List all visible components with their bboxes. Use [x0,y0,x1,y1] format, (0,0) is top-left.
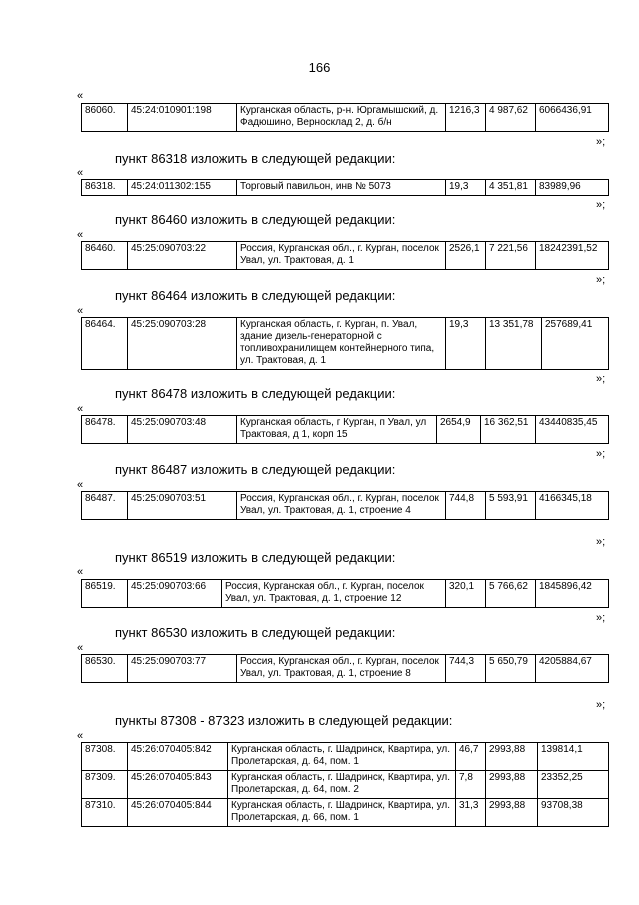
instruction-text: пункт 86464 изложить в следующей редакции: [115,288,396,303]
address-cell: Курганская область, г Курган, п Увал, ул Трактовая, д 1, корп 15 [237,416,437,444]
row-number-cell: 87310. [82,799,128,827]
cadastral-number-cell: 45:24:010901:198 [128,104,237,132]
address-cell: Курганская область, г. Шадринск, Квартира, ул. Пролетарская, д. 64, пом. 2 [228,771,456,799]
address-cell: Торговый павильон, инв № 5073 [237,180,446,196]
row-number-cell: 86460. [82,242,128,270]
opening-quote: « [77,90,84,102]
closing-quote: »; [596,536,606,548]
value-cell: 257689,41 [542,318,609,370]
address-cell: Россия, Курганская обл., г. Курган, поселок Увал, ул. Трактовая, д. 1, строение 8 [237,655,446,683]
record-table [81,317,609,370]
table-row [82,771,609,799]
area-cell: 744,8 [446,492,486,520]
rate-cell: 4 987,62 [486,104,536,132]
opening-quote: « [77,167,84,179]
value-cell: 83989,96 [536,180,609,196]
table-row [82,242,609,270]
opening-quote: « [77,229,84,241]
area-cell: 2526,1 [446,242,486,270]
instruction-text: пункт 86318 изложить в следующей редакции: [115,151,396,166]
area-cell: 2654,9 [437,416,481,444]
cadastral-number-cell: 45:25:090703:51 [128,492,237,520]
value-cell: 1845896,42 [536,580,609,608]
record-table [81,103,609,132]
row-number-cell: 86519. [82,580,128,608]
area-cell: 1216,3 [446,104,486,132]
closing-quote: »; [596,448,606,460]
table-row [82,492,609,520]
cadastral-number-cell: 45:25:090703:28 [128,318,237,370]
table-row [82,799,609,827]
row-number-cell: 86060. [82,104,128,132]
value-cell: 4166345,18 [536,492,609,520]
rate-cell: 7 221,56 [486,242,536,270]
value-cell: 23352,25 [538,771,609,799]
rate-cell: 5 593,91 [486,492,536,520]
cadastral-number-cell: 45:26:070405:842 [128,743,228,771]
cadastral-number-cell: 45:24:011302:155 [128,180,237,196]
area-cell: 19,3 [446,180,486,196]
closing-quote: »; [596,699,606,711]
closing-quote: »; [596,199,606,211]
opening-quote: « [77,479,84,491]
cadastral-number-cell: 45:25:090703:22 [128,242,237,270]
record-table [81,654,609,683]
value-cell: 43440835,45 [536,416,609,444]
table-row [82,655,609,683]
page-number: 166 [308,60,331,75]
instruction-text: пункт 86530 изложить в следующей редакции: [115,625,396,640]
table-row [82,318,609,370]
record-table [81,179,609,196]
closing-quote: »; [596,274,606,286]
table-row [82,104,609,132]
cadastral-number-cell: 45:25:090703:77 [128,655,237,683]
address-cell: Россия, Курганская обл., г. Курган, поселок Увал, ул. Трактовая, д. 1, строение 4 [237,492,446,520]
cadastral-number-cell: 45:25:090703:48 [128,416,237,444]
record-table [81,491,609,520]
address-cell: Россия, Курганская обл., г. Курган, поселок Увал, ул. Трактовая, д. 1 [237,242,446,270]
table-row [82,743,609,771]
rate-cell: 4 351,81 [486,180,536,196]
table-row [82,180,609,196]
address-cell: Курганская область, г. Курган, п. Увал, здание дизель-генераторной с топливохранилищем контейнерного типа, ул. Трактовая, д. 1 [237,318,446,370]
instruction-text: пункт 86460 изложить в следующей редакции: [115,212,396,227]
area-cell: 320,1 [446,580,486,608]
row-number-cell: 86318. [82,180,128,196]
area-cell: 31,3 [456,799,486,827]
rate-cell: 13 351,78 [486,318,542,370]
opening-quote: « [77,305,84,317]
table-row [82,580,609,608]
rate-cell: 5 766,62 [486,580,536,608]
cadastral-number-cell: 45:25:090703:66 [128,580,222,608]
table-row [82,416,609,444]
instruction-text: пункт 86487 изложить в следующей редакции: [115,462,396,477]
record-table [81,415,609,444]
address-cell: Курганская область, г. Шадринск, Квартира, ул. Пролетарская, д. 64, пом. 1 [228,743,456,771]
record-table [81,742,609,827]
value-cell: 139814,1 [538,743,609,771]
row-number-cell: 87308. [82,743,128,771]
closing-quote: »; [596,612,606,624]
instruction-text: пункт 86478 изложить в следующей редакции: [115,386,396,401]
rate-cell: 2993,88 [486,771,538,799]
address-cell: Курганская область, г. Шадринск, Квартира, ул. Пролетарская, д. 66, пом. 1 [228,799,456,827]
row-number-cell: 86487. [82,492,128,520]
area-cell: 46,7 [456,743,486,771]
rate-cell: 5 650,79 [486,655,536,683]
row-number-cell: 87309. [82,771,128,799]
closing-quote: »; [596,136,606,148]
instruction-text: пункт 86519 изложить в следующей редакции: [115,550,396,565]
row-number-cell: 86464. [82,318,128,370]
instruction-text: пункты 87308 - 87323 изложить в следующей редакции: [115,713,453,728]
opening-quote: « [77,642,84,654]
row-number-cell: 86530. [82,655,128,683]
closing-quote: »; [596,373,606,385]
cadastral-number-cell: 45:26:070405:844 [128,799,228,827]
cadastral-number-cell: 45:26:070405:843 [128,771,228,799]
value-cell: 93708,38 [538,799,609,827]
area-cell: 19,3 [446,318,486,370]
value-cell: 4205884,67 [536,655,609,683]
area-cell: 744,3 [446,655,486,683]
rate-cell: 16 362,51 [481,416,536,444]
opening-quote: « [77,730,84,742]
value-cell: 6066436,91 [536,104,609,132]
rate-cell: 2993,88 [486,799,538,827]
row-number-cell: 86478. [82,416,128,444]
address-cell: Курганская область, р-н. Юргамышский, д. Фадюшино, Верносклад 2, д. б/н [237,104,446,132]
record-table [81,241,609,270]
value-cell: 18242391,52 [536,242,609,270]
opening-quote: « [77,566,84,578]
rate-cell: 2993,88 [486,743,538,771]
address-cell: Россия, Курганская обл., г. Курган, поселок Увал, ул. Трактовая, д. 1, строение 12 [222,580,446,608]
area-cell: 7,8 [456,771,486,799]
opening-quote: « [77,403,84,415]
record-table [81,579,609,608]
